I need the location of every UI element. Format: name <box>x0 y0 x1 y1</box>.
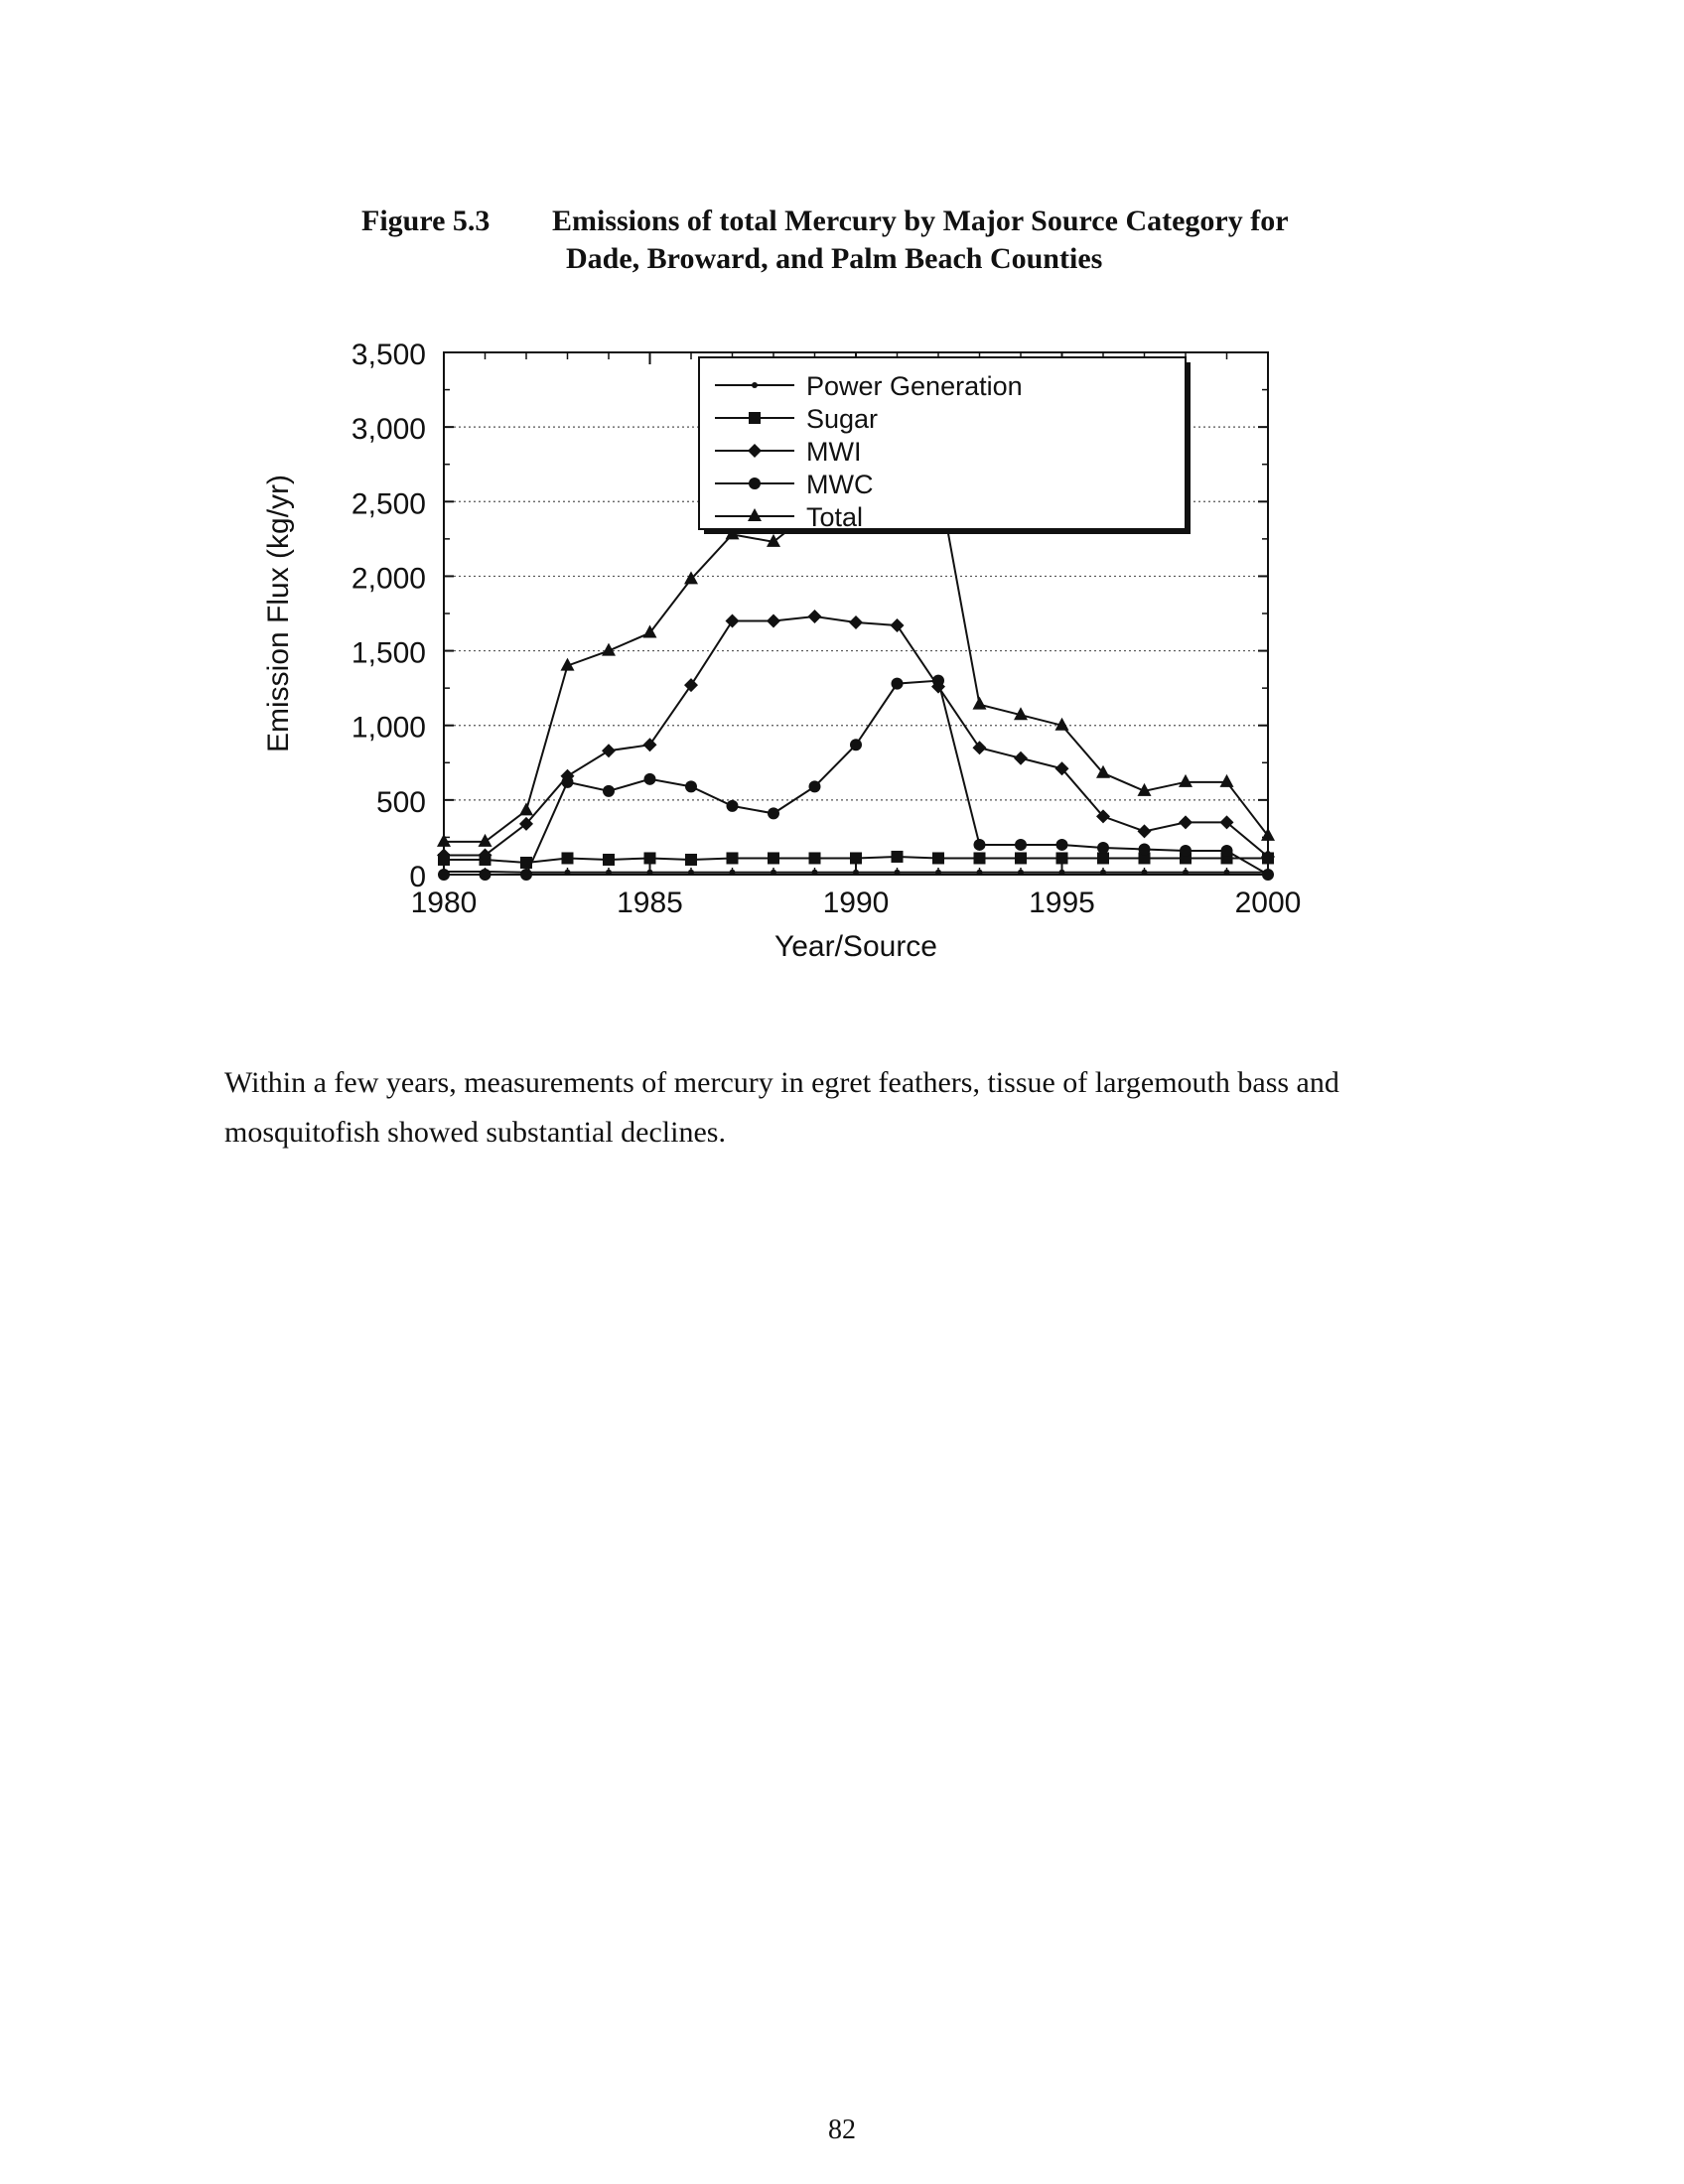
point-power-generation-1987 <box>730 870 736 876</box>
point-mwc-1982 <box>520 869 532 881</box>
point-power-generation-1997 <box>1142 870 1148 876</box>
point-sugar-1991 <box>892 851 904 863</box>
point-sugar-1986 <box>685 854 697 866</box>
ytick-label-500: 500 <box>375 785 426 819</box>
ytick-label-2500: 2,500 <box>351 487 426 521</box>
point-sugar-1993 <box>974 852 986 864</box>
point-mwc-1994 <box>1015 839 1027 851</box>
legend-marker-power-generation <box>752 382 758 388</box>
point-mwi-1988 <box>767 614 780 628</box>
point-mwc-1981 <box>480 869 491 881</box>
emissions-line-chart <box>238 318 1360 993</box>
point-mwi-1985 <box>643 738 657 751</box>
point-power-generation-1986 <box>688 870 694 876</box>
point-mwi-1987 <box>726 614 740 628</box>
figure-title-line-1: Emissions of total Mercury by Major Source Category for <box>552 205 1289 237</box>
point-mwc-1998 <box>1180 845 1192 857</box>
point-total-1993 <box>973 697 987 710</box>
point-sugar-1984 <box>603 854 615 866</box>
point-mwc-1995 <box>1056 839 1068 851</box>
point-mwc-1996 <box>1097 842 1109 854</box>
point-mwc-1989 <box>809 780 821 792</box>
point-power-generation-1996 <box>1100 870 1106 876</box>
legend-label-mwc: MWC <box>806 470 874 499</box>
legend-marker-sugar <box>749 412 761 424</box>
point-mwc-1983 <box>562 776 574 788</box>
legend-label-mwi: MWI <box>806 437 862 467</box>
point-sugar-1983 <box>562 852 574 864</box>
point-total-1980 <box>437 834 451 847</box>
point-sugar-1994 <box>1015 852 1027 864</box>
xtick-label-1980: 1980 <box>410 887 478 919</box>
point-mwc-1999 <box>1221 845 1233 857</box>
point-mwi-1998 <box>1179 815 1193 829</box>
point-mwc-1986 <box>685 780 697 792</box>
series-line-mwi <box>444 616 1268 857</box>
point-power-generation-1994 <box>1018 870 1024 876</box>
point-sugar-1992 <box>932 852 944 864</box>
figure-title-line-2: Dade, Broward, and Palm Beach Counties <box>566 242 1103 275</box>
page-number: 82 <box>828 2115 856 2145</box>
point-mwc-1988 <box>768 807 779 819</box>
point-power-generation-1999 <box>1224 870 1230 876</box>
chart-svg <box>238 318 1360 993</box>
point-mwc-1980 <box>438 869 450 881</box>
ytick-label-1500: 1,500 <box>351 636 426 670</box>
point-mwi-1990 <box>849 615 863 629</box>
point-power-generation-1985 <box>647 870 653 876</box>
point-sugar-1987 <box>727 852 739 864</box>
point-mwc-1993 <box>974 839 986 851</box>
xtick-label-2000: 2000 <box>1234 887 1302 919</box>
point-power-generation-1993 <box>977 870 983 876</box>
legend-marker-mwc <box>749 478 761 489</box>
point-mwi-1984 <box>602 744 616 757</box>
ytick-label-2000: 2,000 <box>351 562 426 596</box>
point-total-1982 <box>519 802 533 815</box>
legend-label-total: Total <box>806 502 864 532</box>
figure-number: Figure 5.3 <box>361 205 491 237</box>
point-sugar-1996 <box>1097 852 1109 864</box>
point-mwc-1992 <box>932 675 944 687</box>
xtick-label-1985: 1985 <box>617 887 683 919</box>
legend-label-power-generation: Power Generation <box>806 371 1023 401</box>
x-axis-label: Year/Source <box>773 930 938 963</box>
point-mwi-1989 <box>808 610 822 623</box>
ytick-label-3500: 3,500 <box>351 339 426 371</box>
point-power-generation-1998 <box>1183 870 1189 876</box>
point-sugar-1990 <box>850 852 862 864</box>
legend-label-sugar: Sugar <box>806 404 879 434</box>
body-paragraph: Within a few years, measurements of mercury in egret feathers, tissue of largemouth bass and mosquitofish showed substantial declines. <box>224 1066 1339 1149</box>
point-power-generation-1989 <box>812 870 818 876</box>
point-mwi-1986 <box>684 678 698 692</box>
point-mwi-1994 <box>1014 751 1028 765</box>
point-sugar-1988 <box>768 852 779 864</box>
point-mwc-1990 <box>850 739 862 751</box>
point-power-generation-1992 <box>935 870 941 876</box>
point-mwc-1987 <box>727 800 739 812</box>
point-power-generation-1983 <box>565 870 571 876</box>
point-total-1981 <box>479 834 492 847</box>
point-power-generation-1990 <box>853 870 859 876</box>
point-mwi-1993 <box>973 741 987 754</box>
point-total-1998 <box>1179 774 1193 787</box>
ytick-label-3000: 3,000 <box>351 413 426 447</box>
point-mwc-1985 <box>644 773 656 785</box>
point-sugar-1989 <box>809 852 821 864</box>
point-power-generation-1995 <box>1059 870 1065 876</box>
point-power-generation-1984 <box>606 870 612 876</box>
point-mwc-1991 <box>892 678 904 690</box>
point-mwi-1991 <box>891 618 905 632</box>
xtick-label-1995: 1995 <box>1029 887 1095 919</box>
point-mwc-1997 <box>1139 843 1151 855</box>
ytick-label-0: 0 <box>409 861 426 893</box>
y-axis-label: Emission Flux (kg/yr) <box>262 474 295 753</box>
point-mwc-2000 <box>1262 869 1274 881</box>
point-power-generation-1991 <box>895 870 901 876</box>
xtick-label-1990: 1990 <box>822 887 890 919</box>
point-total-1999 <box>1220 774 1234 787</box>
point-power-generation-1988 <box>771 870 776 876</box>
point-sugar-1985 <box>644 852 656 864</box>
point-mwc-1984 <box>603 785 615 797</box>
ytick-label-1000: 1,000 <box>351 711 426 745</box>
point-sugar-1995 <box>1056 852 1068 864</box>
point-mwi-1997 <box>1138 824 1152 838</box>
